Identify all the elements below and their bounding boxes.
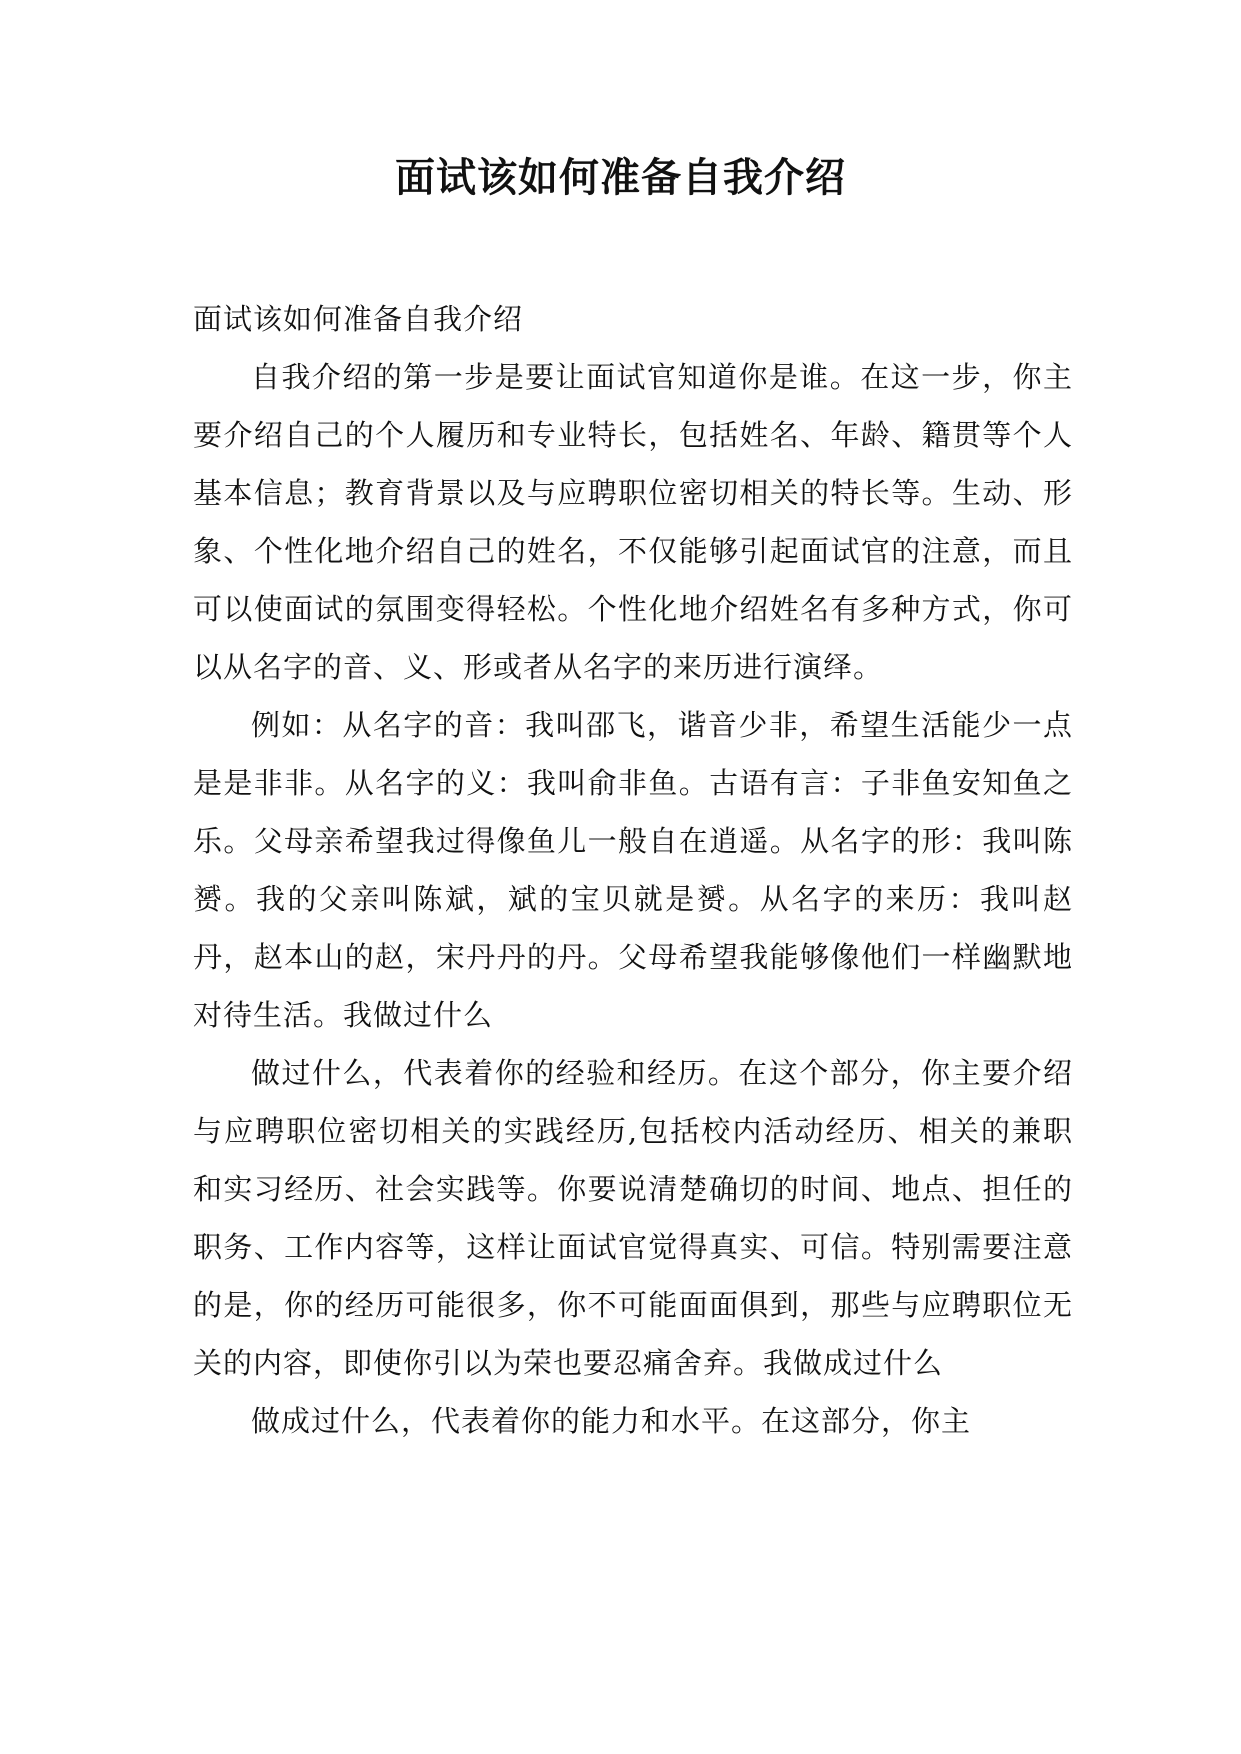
paragraph-3: 做过什么，代表着你的经验和经历。在这个部分，你主要介绍与应聘职位密切相关的实践经历,包括校内活动经历、相关的兼职和实习经历、社会实践等。你要说清楚确切的时间、地点、担任的职务、工作内容等，这样让面试官觉得真实、可信。特别需要注意的是，你的经历可能很多，你不可能面面俱到，那些与应聘职位无关的内容，即使你引以为荣也要忍痛舍弃。我做成过什么 — [193, 1056, 1073, 1380]
document-body — [193, 290, 1073, 1450]
document-title: 面试该如何准备自我介绍 — [395, 155, 846, 201]
paragraph-4: 做成过什么，代表着你的能力和水平。在这部分，你主 — [251, 1404, 972, 1438]
paragraph-1: 自我介绍的第一步是要让面试官知道你是谁。在这一步，你主要介绍自己的个人履历和专业特长，包括姓名、年龄、籍贯等个人基本信息；教育背景以及与应聘职位密切相关的特长等。生动、形象、个性化地介绍自己的姓名，不仅能够引起面试官的注意，而且可以使面试的氛围变得轻松。个性化地介绍姓名有多种方式，你可以从名字的音、义、形或者从名字的来历进行演绎。 — [193, 360, 1073, 684]
paragraph-2: 例如：从名字的音：我叫邵飞，谐音少非，希望生活能少一点是是非非。从名字的义：我叫俞非鱼。古语有言：子非鱼安知鱼之乐。父母亲希望我过得像鱼儿一般自在逍遥。从名字的形：我叫陈赟。我的父亲叫陈斌，斌的宝贝就是赟。从名字的来历：我叫赵丹，赵本山的赵，宋丹丹的丹。父母希望我能够像他们一样幽默地对待生活。我做过什么 — [193, 708, 1073, 1032]
document-subtitle: 面试该如何准备自我介绍 — [193, 302, 524, 336]
